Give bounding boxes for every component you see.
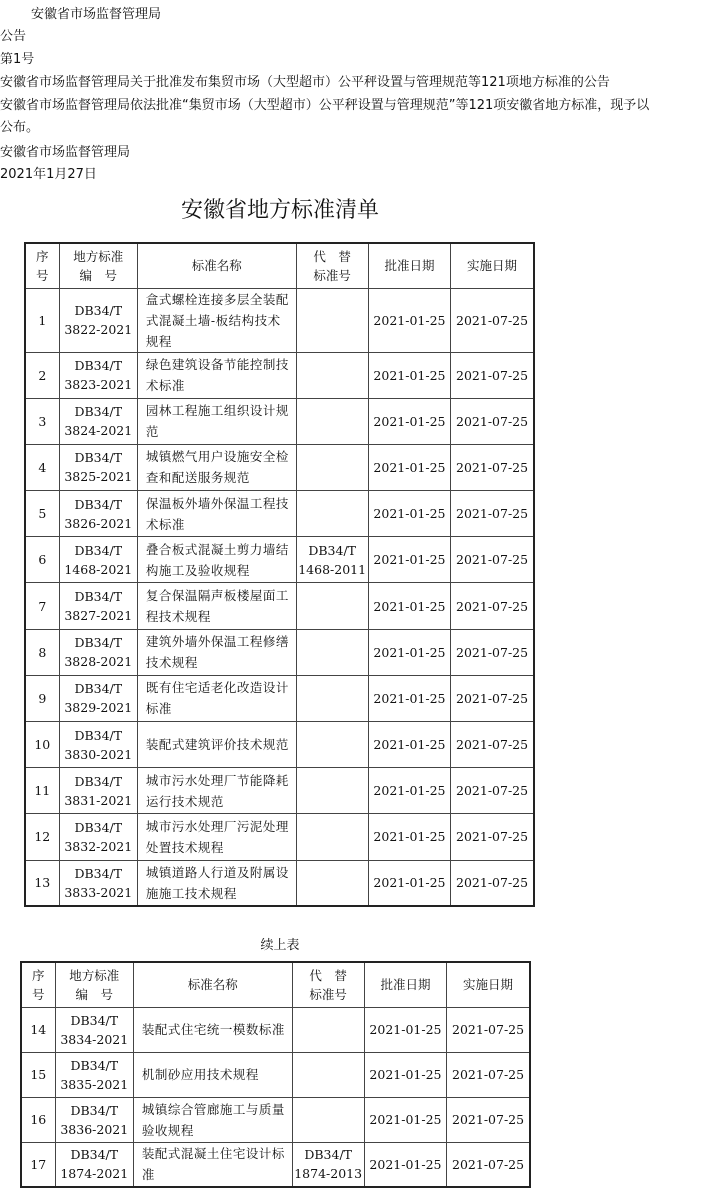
row-code: DB34/T 3822-2021 <box>59 288 137 352</box>
row-effective-date: 2021-07-25 <box>451 675 534 721</box>
row-seq: 4 <box>25 444 59 490</box>
row-effective-date: 2021-07-25 <box>447 1007 530 1052</box>
row-approve-date: 2021-01-25 <box>368 629 450 675</box>
row-approve-date: 2021-01-25 <box>368 288 450 352</box>
row-name: 装配式混凝土住宅设计标准 <box>133 1142 292 1187</box>
row-approve-date: 2021-01-25 <box>364 1142 446 1187</box>
row-replace: DB34/T 1874-2013 <box>292 1142 364 1187</box>
row-name: 装配式住宅统一模数标准 <box>133 1007 292 1052</box>
row-approve-date: 2021-01-25 <box>368 583 450 629</box>
row-effective-date: 2021-07-25 <box>451 768 534 814</box>
row-effective-date: 2021-07-25 <box>451 722 534 768</box>
header-replace: 代 替 标准号 <box>296 243 368 288</box>
row-replace <box>296 814 368 860</box>
row-approve-date: 2021-01-25 <box>368 675 450 721</box>
notice-signature: 安徽省市场监督管理局 <box>0 145 131 160</box>
row-approve-date: 2021-01-25 <box>368 814 450 860</box>
notice-date: 2021年1月27日 <box>0 167 97 182</box>
row-replace <box>296 722 368 768</box>
row-name: 园林工程施工组织设计规范 <box>137 398 296 444</box>
row-replace <box>296 629 368 675</box>
row-code: DB34/T 3827-2021 <box>59 583 137 629</box>
row-replace <box>296 675 368 721</box>
header-approve-date: 批准日期 <box>368 243 450 288</box>
header-replace: 代 替 标准号 <box>292 962 364 1007</box>
row-approve-date: 2021-01-25 <box>368 860 450 906</box>
row-approve-date: 2021-01-25 <box>364 1097 446 1142</box>
row-seq: 10 <box>25 722 59 768</box>
agency-name: 安徽省市场监督管理局 <box>31 7 162 22</box>
row-seq: 15 <box>21 1052 55 1097</box>
table-row <box>25 629 534 675</box>
row-replace <box>292 1007 364 1052</box>
row-name: 机制砂应用技术规程 <box>133 1052 292 1097</box>
row-name: 复合保温隔声板楼屋面工程技术规程 <box>137 583 296 629</box>
row-approve-date: 2021-01-25 <box>368 768 450 814</box>
row-code: DB34/T 3829-2021 <box>59 675 137 721</box>
row-effective-date: 2021-07-25 <box>451 860 534 906</box>
row-code: DB34/T 3831-2021 <box>59 768 137 814</box>
table-header-row <box>25 243 534 288</box>
table-row <box>25 583 534 629</box>
row-replace <box>296 583 368 629</box>
row-name: 绿色建筑设备节能控制技术标准 <box>137 352 296 398</box>
row-name: 城市污水处理厂污泥处理处置技术规程 <box>137 814 296 860</box>
section-label: 公告 <box>0 29 27 44</box>
row-code: DB34/T 3834-2021 <box>55 1007 133 1052</box>
row-approve-date: 2021-01-25 <box>368 352 450 398</box>
row-name: 盒式螺栓连接多层全装配式混凝土墙-板结构技术规程 <box>137 288 296 352</box>
table-row <box>25 675 534 721</box>
row-effective-date: 2021-07-25 <box>451 444 534 490</box>
header-approve-date: 批准日期 <box>364 962 446 1007</box>
row-code: DB34/T 3825-2021 <box>59 444 137 490</box>
row-replace <box>296 398 368 444</box>
row-seq: 14 <box>21 1007 55 1052</box>
row-effective-date: 2021-07-25 <box>451 537 534 583</box>
row-name: 既有住宅适老化改造设计标准 <box>137 675 296 721</box>
notice-body-line1: 安徽省市场监督管理局依法批准“集贸市场（大型超市）公平秤设置与管理规范”等121项安徽省地方标准，现予以 <box>0 98 650 113</box>
row-code: DB34/T 3823-2021 <box>59 352 137 398</box>
row-replace <box>292 1052 364 1097</box>
row-replace <box>296 491 368 537</box>
row-replace <box>296 768 368 814</box>
row-seq: 3 <box>25 398 59 444</box>
row-seq: 9 <box>25 675 59 721</box>
table-row <box>25 491 534 537</box>
row-name: 装配式建筑评价技术规范 <box>137 722 296 768</box>
row-effective-date: 2021-07-25 <box>451 629 534 675</box>
row-name: 建筑外墙外保温工程修缮技术规程 <box>137 629 296 675</box>
row-code: DB34/T 3828-2021 <box>59 629 137 675</box>
row-code: DB34/T 1874-2021 <box>55 1142 133 1187</box>
row-approve-date: 2021-01-25 <box>368 491 450 537</box>
row-seq: 6 <box>25 537 59 583</box>
table-row <box>25 288 534 352</box>
table-row <box>25 352 534 398</box>
header-name: 标准名称 <box>133 962 292 1007</box>
table-row <box>25 722 534 768</box>
row-replace <box>292 1097 364 1142</box>
row-seq: 13 <box>25 860 59 906</box>
row-approve-date: 2021-01-25 <box>368 444 450 490</box>
document-title: 安徽省地方标准清单 <box>180 198 379 223</box>
row-approve-date: 2021-01-25 <box>364 1007 446 1052</box>
row-replace <box>296 352 368 398</box>
row-replace <box>296 444 368 490</box>
header-code: 地方标准 编 号 <box>55 962 133 1007</box>
row-effective-date: 2021-07-25 <box>447 1097 530 1142</box>
row-code: DB34/T 3833-2021 <box>59 860 137 906</box>
standards-table-continued <box>20 961 531 1188</box>
row-approve-date: 2021-01-25 <box>368 722 450 768</box>
row-effective-date: 2021-07-25 <box>451 398 534 444</box>
header-effective-date: 实施日期 <box>447 962 530 1007</box>
row-effective-date: 2021-07-25 <box>447 1142 530 1187</box>
table-row <box>25 537 534 583</box>
notice-number: 第1号 <box>0 52 35 67</box>
row-effective-date: 2021-07-25 <box>451 491 534 537</box>
row-effective-date: 2021-07-25 <box>451 583 534 629</box>
table-header-row <box>21 962 530 1007</box>
row-replace <box>296 288 368 352</box>
table-row <box>25 860 534 906</box>
row-name: 城镇燃气用户设施安全检查和配送服务规范 <box>137 444 296 490</box>
row-code: DB34/T 1468-2021 <box>59 537 137 583</box>
row-seq: 2 <box>25 352 59 398</box>
table-row <box>25 398 534 444</box>
row-effective-date: 2021-07-25 <box>451 288 534 352</box>
row-code: DB34/T 3832-2021 <box>59 814 137 860</box>
row-seq: 11 <box>25 768 59 814</box>
row-approve-date: 2021-01-25 <box>368 537 450 583</box>
row-code: DB34/T 3826-2021 <box>59 491 137 537</box>
row-seq: 16 <box>21 1097 55 1142</box>
row-name: 保温板外墙外保温工程技术标准 <box>137 491 296 537</box>
table-row <box>21 1052 530 1097</box>
row-seq: 12 <box>25 814 59 860</box>
row-replace <box>296 860 368 906</box>
row-code: DB34/T 3830-2021 <box>59 722 137 768</box>
row-approve-date: 2021-01-25 <box>368 398 450 444</box>
table-row <box>25 444 534 490</box>
header-name: 标准名称 <box>137 243 296 288</box>
header-code: 地方标准 编 号 <box>59 243 137 288</box>
row-seq: 1 <box>25 288 59 352</box>
row-seq: 8 <box>25 629 59 675</box>
table-row <box>25 768 534 814</box>
row-code: DB34/T 3824-2021 <box>59 398 137 444</box>
table-row <box>25 814 534 860</box>
row-code: DB34/T 3836-2021 <box>55 1097 133 1142</box>
header-seq: 序 号 <box>25 243 59 288</box>
row-replace: DB34/T 1468-2011 <box>296 537 368 583</box>
table-row <box>21 1097 530 1142</box>
row-name: 城市污水处理厂节能降耗运行技术规范 <box>137 768 296 814</box>
notice-body-line2: 公布。 <box>0 120 40 135</box>
row-name: 城镇道路人行道及附属设施施工技术规程 <box>137 860 296 906</box>
row-effective-date: 2021-07-25 <box>451 814 534 860</box>
row-effective-date: 2021-07-25 <box>451 352 534 398</box>
table-row <box>21 1142 530 1187</box>
row-code: DB34/T 3835-2021 <box>55 1052 133 1097</box>
standards-table <box>24 242 535 907</box>
header-effective-date: 实施日期 <box>451 243 534 288</box>
row-approve-date: 2021-01-25 <box>364 1052 446 1097</box>
header-seq: 序 号 <box>21 962 55 1007</box>
table-row <box>21 1007 530 1052</box>
row-seq: 7 <box>25 583 59 629</box>
continuation-label: 续上表 <box>260 938 300 953</box>
row-seq: 5 <box>25 491 59 537</box>
row-seq: 17 <box>21 1142 55 1187</box>
row-effective-date: 2021-07-25 <box>447 1052 530 1097</box>
row-name: 叠合板式混凝土剪力墙结构施工及验收规程 <box>137 537 296 583</box>
row-name: 城镇综合管廊施工与质量验收规程 <box>133 1097 292 1142</box>
notice-subject: 安徽省市场监督管理局关于批准发布集贸市场（大型超市）公平秤设置与管理规范等121项地方标准的公告 <box>0 75 610 90</box>
